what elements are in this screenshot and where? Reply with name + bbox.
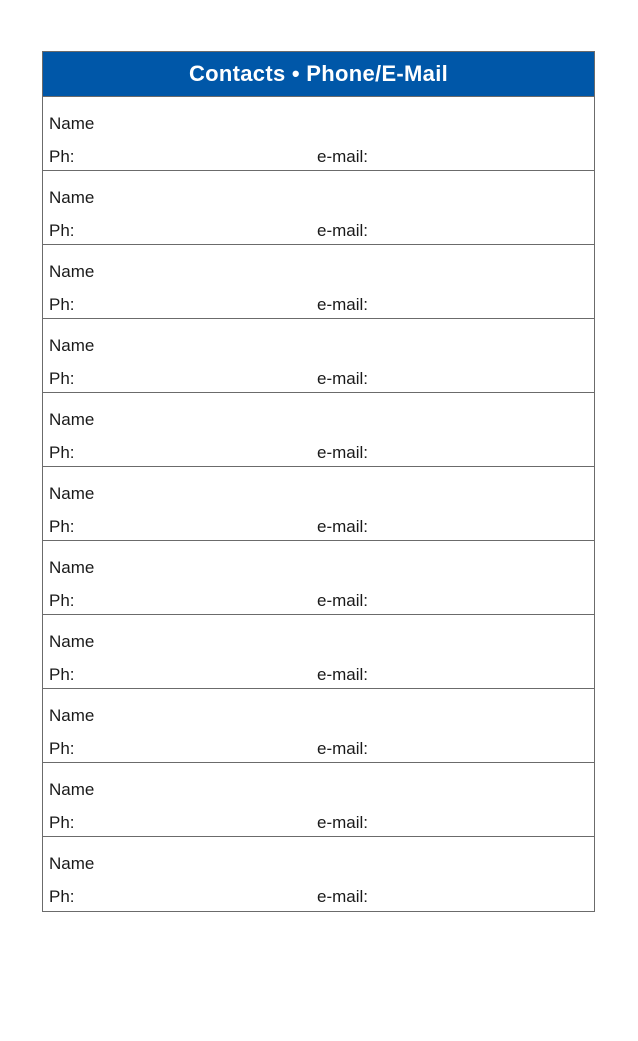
contact-row [43,689,594,763]
name-label: Name [49,114,95,133]
phone-label: Ph: [49,813,75,832]
contacts-sheet [42,51,595,912]
name-label: Name [49,854,95,873]
email-label: e-mail: [317,813,369,832]
name-label: Name [49,558,95,577]
contact-row [43,245,594,319]
sheet-header [43,52,594,97]
phone-label: Ph: [49,295,75,314]
name-label: Name [49,336,95,355]
contact-row [43,541,594,615]
contact-rows [43,97,594,911]
contact-row [43,763,594,837]
phone-label: Ph: [49,147,75,166]
name-label: Name [49,188,95,207]
phone-label: Ph: [49,665,75,684]
phone-label: Ph: [49,517,75,536]
phone-label: Ph: [49,369,75,388]
email-label: e-mail: [317,591,369,610]
contact-row [43,319,594,393]
name-label: Name [49,484,95,503]
name-label: Name [49,780,95,799]
contact-row [43,837,594,911]
email-label: e-mail: [317,295,369,314]
name-label: Name [49,632,95,651]
email-label: e-mail: [317,221,369,240]
phone-label: Ph: [49,739,75,758]
name-label: Name [49,262,95,281]
contact-row [43,393,594,467]
phone-label: Ph: [49,887,75,906]
phone-label: Ph: [49,591,75,610]
contact-row [43,97,594,171]
email-label: e-mail: [317,443,369,462]
email-label: e-mail: [317,665,369,684]
name-label: Name [49,410,95,429]
email-label: e-mail: [317,887,369,906]
name-label: Name [49,706,95,725]
contact-row [43,467,594,541]
email-label: e-mail: [317,147,369,166]
email-label: e-mail: [317,517,369,536]
contact-row [43,171,594,245]
contact-row [43,615,594,689]
sheet-title: Contacts • Phone/E-Mail [188,61,449,86]
phone-label: Ph: [49,221,75,240]
email-label: e-mail: [317,369,369,388]
email-label: e-mail: [317,739,369,758]
phone-label: Ph: [49,443,75,462]
